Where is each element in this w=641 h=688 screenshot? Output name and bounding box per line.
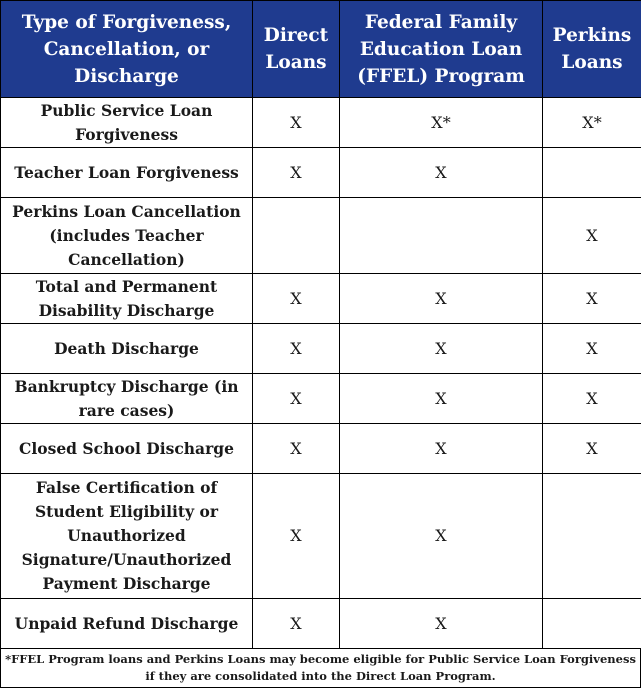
header-perkins-loans: Perkins Loans <box>543 1 641 98</box>
table-row <box>1 474 641 599</box>
table-row <box>1 198 641 274</box>
row-direct: X <box>253 424 340 474</box>
table-row <box>1 424 641 474</box>
row-direct: X <box>253 324 340 374</box>
row-perkins: X <box>543 324 641 374</box>
row-type: Total and Permanent Disability Discharge <box>1 274 253 324</box>
row-type: Bankruptcy Discharge (in rare cases) <box>1 374 253 424</box>
row-perkins: X <box>543 198 641 274</box>
row-ffel: X <box>340 374 543 424</box>
row-ffel: X <box>340 324 543 374</box>
header-type: Type of Forgiveness, Cancellation, or Discharge <box>1 1 253 98</box>
row-direct: X <box>253 599 340 649</box>
row-type: Unpaid Refund Discharge <box>1 599 253 649</box>
table-row <box>1 324 641 374</box>
table-row <box>1 98 641 148</box>
row-perkins <box>543 599 641 649</box>
row-perkins <box>543 148 641 198</box>
row-ffel: X <box>340 148 543 198</box>
row-ffel: X <box>340 599 543 649</box>
row-perkins: X <box>543 274 641 324</box>
row-direct: X <box>253 148 340 198</box>
row-direct: X <box>253 474 340 599</box>
row-direct: X <box>253 274 340 324</box>
table-header-row <box>1 1 641 98</box>
row-type: Public Service Loan Forgiveness <box>1 98 253 148</box>
row-perkins <box>543 474 641 599</box>
table-row <box>1 374 641 424</box>
row-ffel <box>340 198 543 274</box>
row-direct: X <box>253 374 340 424</box>
row-direct: X <box>253 98 340 148</box>
row-type: False Certification of Student Eligibility or Unauthorized Signature/Unauthorized Payment Discharge <box>1 474 253 599</box>
row-perkins: X <box>543 374 641 424</box>
header-direct-loans: Direct Loans <box>253 1 340 98</box>
row-ffel: X* <box>340 98 543 148</box>
row-ffel: X <box>340 274 543 324</box>
table-row <box>1 599 641 649</box>
row-type: Teacher Loan Forgiveness <box>1 148 253 198</box>
row-type: Perkins Loan Cancellation (includes Teacher Cancellation) <box>1 198 253 274</box>
row-type: Death Discharge <box>1 324 253 374</box>
footnote: *FFEL Program loans and Perkins Loans may become eligible for Public Service Loan Forgiveness if they are consolidated into the Direct Loan Program. <box>0 648 641 688</box>
row-perkins: X* <box>543 98 641 148</box>
table-row <box>1 148 641 198</box>
row-ffel: X <box>340 474 543 599</box>
table-row <box>1 274 641 324</box>
header-ffel-program: Federal Family Education Loan (FFEL) Program <box>340 1 543 98</box>
row-perkins: X <box>543 424 641 474</box>
row-direct <box>253 198 340 274</box>
row-ffel: X <box>340 424 543 474</box>
row-type: Closed School Discharge <box>1 424 253 474</box>
